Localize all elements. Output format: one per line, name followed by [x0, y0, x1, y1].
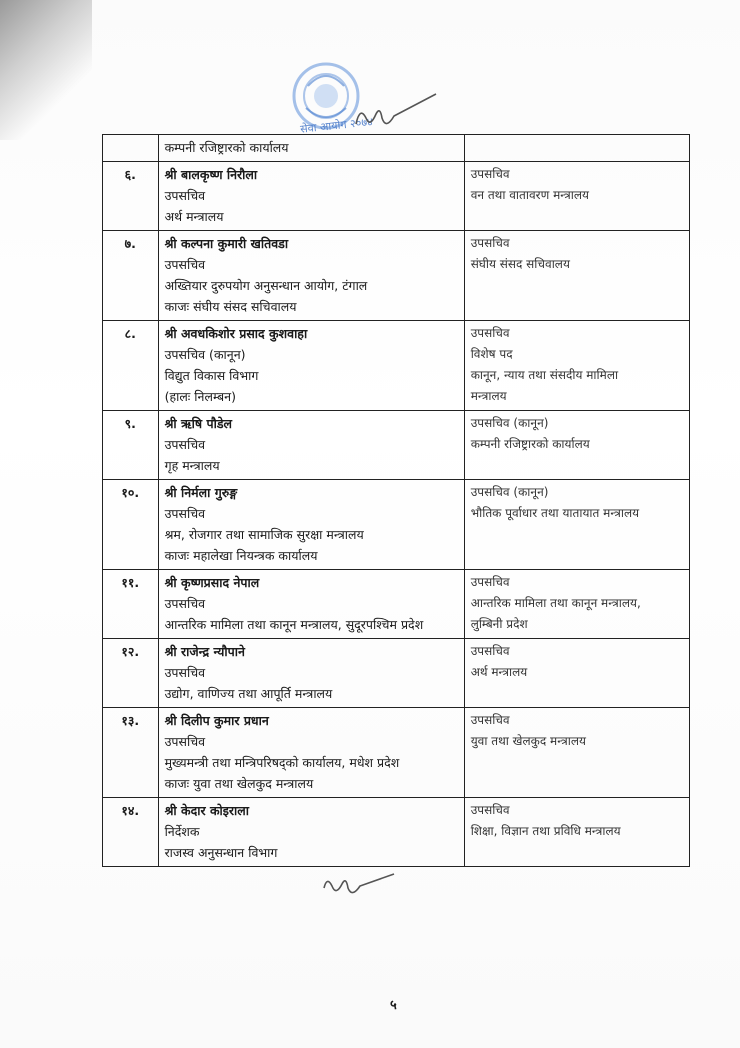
seal-caption: सेवा आयोग २०७४ [299, 115, 374, 136]
current-post-line: (हालः निलम्बन) [164, 389, 236, 404]
current-post-line: उपसचिव [164, 188, 206, 203]
current-post-line: श्रम, रोजगार तथा सामाजिक सुरक्षा मन्त्रालय [164, 527, 364, 542]
new-post-line: उपसचिव [470, 803, 510, 817]
new-post-cell [464, 321, 689, 411]
serial-cell: ७. [103, 231, 159, 321]
serial-cell: १२. [103, 639, 159, 708]
signature-icon [350, 88, 440, 138]
table-row [103, 708, 690, 798]
current-post-cell [158, 570, 464, 639]
current-post-line: उपसचिव [164, 734, 206, 749]
current-post-line: काजः संघीय संसद सचिवालय [164, 299, 297, 314]
officer-name: श्री बालकृष्ण निरौला [164, 167, 258, 182]
table-row [103, 570, 690, 639]
current-post-cell [158, 231, 464, 321]
current-post-line: अख्तियार दुरुपयोग अनुसन्धान आयोग, टंगाल [164, 278, 368, 293]
table-row [103, 798, 690, 867]
officer-name: श्री कृष्णप्रसाद नेपाल [164, 575, 260, 590]
new-post-cell [464, 411, 689, 480]
transfer-table [102, 134, 690, 867]
table-row [103, 231, 690, 321]
serial-cell: ८. [103, 321, 159, 411]
signature-icon [318, 866, 398, 902]
new-post-line: आन्तरिक मामिला तथा कानून मन्त्रालय, [470, 596, 641, 610]
table-row [103, 321, 690, 411]
new-post-cell [464, 639, 689, 708]
header-line: कम्पनी रजिष्ट्रारको कार्यालय [164, 140, 289, 155]
current-post-cell [158, 162, 464, 231]
new-post-line: युवा तथा खेलकुद मन्त्रालय [470, 734, 586, 748]
current-post-line: उपसचिव [164, 665, 206, 680]
officer-name: श्री राजेन्द्र न्यौपाने [164, 644, 245, 659]
current-post-cell [158, 135, 464, 162]
new-post-line: उपसचिव (कानून) [470, 416, 549, 430]
current-post-cell [158, 798, 464, 867]
new-post-line: उपसचिव (कानून) [470, 485, 549, 499]
current-post-line: उपसचिव [164, 596, 206, 611]
new-post-line: उपसचिव [470, 644, 510, 658]
current-post-line: आन्तरिक मामिला तथा कानून मन्त्रालय, सुदूरपश्चिम प्रदेश [164, 617, 424, 632]
current-post-line: काजः महालेखा नियन्त्रक कार्यालय [164, 548, 318, 563]
new-post-line: विशेष पद [470, 347, 513, 361]
current-post-line: मुख्यमन्त्री तथा मन्त्रिपरिषद्को कार्यालय, मधेश प्रदेश [164, 755, 400, 770]
new-post-cell [464, 135, 689, 162]
serial-cell [103, 135, 159, 162]
current-post-line: अर्थ मन्त्रालय [164, 209, 224, 224]
current-post-cell [158, 321, 464, 411]
officer-name: श्री अवधकिशोर प्रसाद कुशवाहा [164, 326, 308, 341]
scan-corner-shadow [0, 0, 92, 140]
new-post-cell [464, 480, 689, 570]
new-post-line: संघीय संसद सचिवालय [470, 257, 570, 271]
serial-cell: १०. [103, 480, 159, 570]
new-post-line: मन्त्रालय [470, 389, 507, 403]
new-post-line: वन तथा वातावरण मन्त्रालय [470, 188, 589, 202]
officer-name: श्री दिलीप कुमार प्रधान [164, 713, 269, 728]
serial-cell: १४. [103, 798, 159, 867]
serial-cell: ६. [103, 162, 159, 231]
current-post-line: उपसचिव (कानून) [164, 347, 246, 362]
signature-bottom [318, 866, 398, 906]
current-post-line: गृह मन्त्रालय [164, 458, 220, 473]
new-post-line: उपसचिव [470, 713, 510, 727]
new-post-line: अर्थ मन्त्रालय [470, 665, 528, 679]
officer-name: श्री केदार कोइराला [164, 803, 249, 818]
officer-name: श्री ऋषि पौडेल [164, 416, 232, 431]
current-post-cell [158, 708, 464, 798]
new-post-line: उपसचिव [470, 167, 510, 181]
current-post-line: राजस्व अनुसन्धान विभाग [164, 845, 278, 860]
new-post-line: कानून, न्याय तथा संसदीय मामिला [470, 368, 619, 382]
new-post-line: उपसचिव [470, 575, 510, 589]
new-post-cell [464, 162, 689, 231]
current-post-line: विद्युत विकास विभाग [164, 368, 259, 383]
current-post-line: उद्योग, वाणिज्य तथा आपूर्ति मन्त्रालय [164, 686, 333, 701]
current-post-line: निर्देशक [164, 824, 200, 839]
new-post-line: भौतिक पूर्वाधार तथा यातायात मन्त्रालय [470, 506, 640, 520]
table-row-header [103, 135, 690, 162]
new-post-line: शिक्षा, विज्ञान तथा प्रविधि मन्त्रालय [470, 824, 621, 838]
table-row [103, 162, 690, 231]
current-post-cell [158, 411, 464, 480]
table-row [103, 480, 690, 570]
new-post-cell [464, 570, 689, 639]
current-post-cell [158, 639, 464, 708]
current-post-line: उपसचिव [164, 506, 206, 521]
new-post-cell [464, 708, 689, 798]
new-post-cell [464, 231, 689, 321]
current-post-line: उपसचिव [164, 257, 206, 272]
table-row [103, 639, 690, 708]
current-post-cell [158, 480, 464, 570]
new-post-line: लुम्बिनी प्रदेश [470, 617, 528, 631]
new-post-line: उपसचिव [470, 236, 510, 250]
serial-cell: ९. [103, 411, 159, 480]
officer-name: श्री निर्मला गुरुङ्ग [164, 485, 238, 500]
officer-name: श्री कल्पना कुमारी खतिवडा [164, 236, 289, 251]
new-post-line: उपसचिव [470, 326, 510, 340]
page-number: ५ [390, 998, 397, 1013]
current-post-line: काजः युवा तथा खेलकुद मन्त्रालय [164, 776, 314, 791]
table-row [103, 411, 690, 480]
current-post-line: उपसचिव [164, 437, 206, 452]
serial-cell: ११. [103, 570, 159, 639]
new-post-line: कम्पनी रजिष्ट्रारको कार्यालय [470, 437, 590, 451]
serial-cell: १३. [103, 708, 159, 798]
new-post-cell [464, 798, 689, 867]
